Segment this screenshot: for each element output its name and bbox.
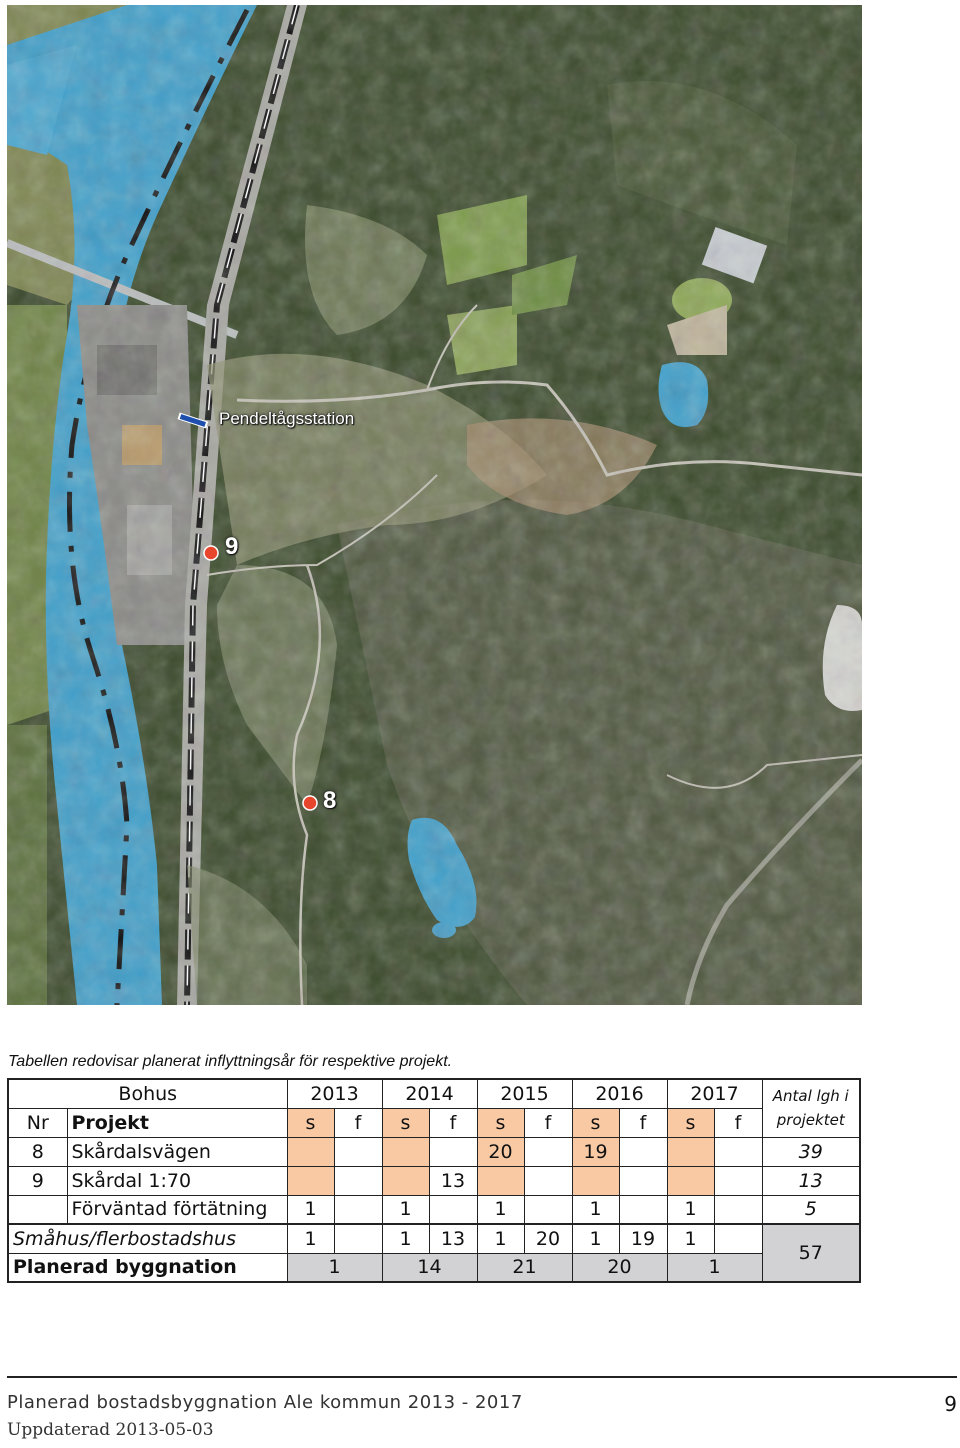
s-header: s	[382, 1108, 429, 1137]
cell	[429, 1137, 477, 1166]
year-header: 2015	[477, 1079, 572, 1108]
year-header: 2014	[382, 1079, 477, 1108]
cell: 1	[572, 1224, 619, 1253]
terrain-texture	[7, 5, 862, 1005]
row-total: 13	[762, 1166, 860, 1195]
f-header: f	[714, 1108, 762, 1137]
cell	[287, 1137, 334, 1166]
row-total: 5	[762, 1195, 860, 1224]
cell	[334, 1137, 382, 1166]
intro-text: Tabellen redovisar planerat inflyttningsår för respektive projekt.	[8, 1053, 453, 1070]
table-row	[8, 1195, 860, 1224]
map-graphic	[7, 5, 862, 1005]
f-header: f	[619, 1108, 667, 1137]
summary-row	[8, 1224, 860, 1253]
s-header: s	[667, 1108, 714, 1137]
planned-value: 1	[667, 1253, 762, 1282]
cell: 13	[429, 1166, 477, 1195]
cell: 19	[572, 1137, 619, 1166]
f-header: f	[524, 1108, 572, 1137]
cell: 1	[382, 1224, 429, 1253]
footer-divider	[7, 1376, 957, 1378]
cell	[524, 1137, 572, 1166]
row-project: Skårdal 1:70	[67, 1166, 287, 1195]
cell	[524, 1195, 572, 1224]
project-header: Projekt	[67, 1108, 287, 1137]
cell: 20	[477, 1137, 524, 1166]
cell	[572, 1166, 619, 1195]
planned-label: Planerad byggnation	[8, 1253, 287, 1282]
row-project: Skårdalsvägen	[67, 1137, 287, 1166]
planned-value: 1	[287, 1253, 382, 1282]
cell: 1	[477, 1224, 524, 1253]
footer-title: Planerad bostadsbyggnation Ale kommun 2013 - 2017	[7, 1392, 523, 1413]
cell	[382, 1137, 429, 1166]
cell	[382, 1166, 429, 1195]
row-nr: 9	[8, 1166, 67, 1195]
cell: 1	[287, 1224, 334, 1253]
station-label: Pendeltågsstation	[219, 409, 355, 428]
page-number: 9	[944, 1392, 957, 1416]
cell	[334, 1195, 382, 1224]
cell	[334, 1224, 382, 1253]
year-header: 2016	[572, 1079, 667, 1108]
cell	[287, 1166, 334, 1195]
table-row	[8, 1166, 860, 1195]
cell: 20	[524, 1224, 572, 1253]
project-marker-9[interactable]	[204, 546, 218, 560]
cell: 1	[667, 1195, 714, 1224]
grand-total: 57	[762, 1224, 860, 1282]
cell	[667, 1166, 714, 1195]
cell: 1	[477, 1195, 524, 1224]
total-header: Antal lgh i projektet	[762, 1079, 860, 1137]
marker-8-label: 8	[323, 787, 337, 814]
row-nr	[8, 1195, 67, 1224]
cell	[714, 1166, 762, 1195]
cell	[667, 1137, 714, 1166]
housing-plan-table	[7, 1078, 861, 1283]
project-marker-8[interactable]	[303, 796, 317, 810]
table-row	[8, 1137, 860, 1166]
footer-date: Uppdaterad 2013-05-03	[7, 1420, 214, 1440]
cell	[477, 1166, 524, 1195]
marker-9-label: 9	[225, 533, 239, 560]
cell: 1	[382, 1195, 429, 1224]
s-header: s	[287, 1108, 334, 1137]
year-header-row	[8, 1079, 860, 1108]
aerial-map	[7, 5, 862, 1005]
row-total: 39	[762, 1137, 860, 1166]
cell	[714, 1137, 762, 1166]
cell	[619, 1195, 667, 1224]
nr-header: Nr	[8, 1108, 67, 1137]
f-header: f	[429, 1108, 477, 1137]
cell: 19	[619, 1224, 667, 1253]
planned-value: 20	[572, 1253, 667, 1282]
summary-label: Småhus/flerbostadshus	[8, 1224, 287, 1253]
f-header: f	[334, 1108, 382, 1137]
planned-row	[8, 1253, 860, 1282]
row-project: Förväntad förtätning	[67, 1195, 287, 1224]
cell: 1	[572, 1195, 619, 1224]
cell	[334, 1166, 382, 1195]
cell	[524, 1166, 572, 1195]
region-header: Bohus	[8, 1079, 287, 1108]
cell	[714, 1195, 762, 1224]
cell	[619, 1166, 667, 1195]
s-header: s	[477, 1108, 524, 1137]
cell	[619, 1137, 667, 1166]
year-header: 2013	[287, 1079, 382, 1108]
planned-value: 21	[477, 1253, 572, 1282]
cell: 1	[287, 1195, 334, 1224]
cell	[429, 1195, 477, 1224]
column-header-row	[8, 1108, 860, 1137]
row-nr: 8	[8, 1137, 67, 1166]
cell: 1	[667, 1224, 714, 1253]
year-header: 2017	[667, 1079, 762, 1108]
s-header: s	[572, 1108, 619, 1137]
cell: 13	[429, 1224, 477, 1253]
cell	[714, 1224, 762, 1253]
planned-value: 14	[382, 1253, 477, 1282]
